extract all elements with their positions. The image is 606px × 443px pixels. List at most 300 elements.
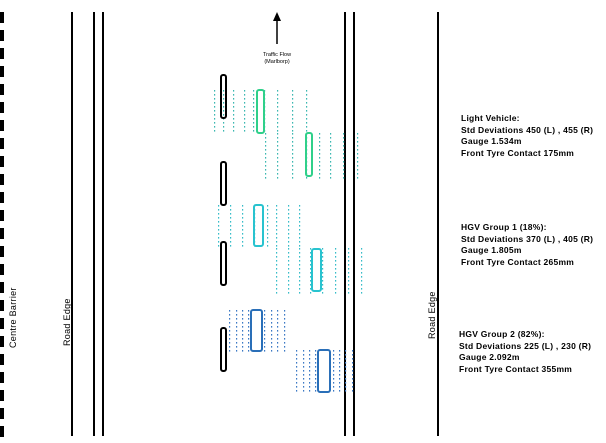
scatter-dot (361, 292, 362, 294)
scatter-dot (339, 354, 340, 356)
scatter-dot (309, 374, 310, 376)
scatter-dot (333, 358, 334, 360)
hgv1-info (461, 222, 593, 268)
scatter-dot (236, 310, 237, 312)
scatter-dot (271, 318, 272, 320)
scatter-dot (335, 288, 336, 290)
scatter-dot (277, 118, 278, 120)
scatter-dot (306, 102, 307, 104)
scatter-dot (322, 256, 323, 258)
scatter-dot (233, 90, 234, 92)
scatter-dot (214, 98, 215, 100)
scatter-dot (357, 173, 358, 175)
barrier-segment (0, 390, 4, 401)
scatter-dot (292, 157, 293, 159)
scatter-dot (277, 169, 278, 171)
scatter-dot (244, 106, 245, 108)
scatter-dot (223, 102, 224, 104)
scatter-dot (319, 161, 320, 163)
scatter-dot (299, 213, 300, 215)
scatter-dot (233, 118, 234, 120)
scatter-dot (343, 145, 344, 147)
scatter-dot (292, 173, 293, 175)
barrier-segment (0, 354, 4, 365)
scatter-dot (276, 205, 277, 207)
scatter-dot (357, 141, 358, 143)
scatter-dot (276, 264, 277, 266)
scatter-dot (319, 169, 320, 171)
scatter-dot (299, 229, 300, 231)
scatter-dot (299, 280, 300, 282)
scatter-dot (292, 110, 293, 112)
centre-barrier-hatch (0, 12, 4, 437)
scatter-dot (233, 94, 234, 96)
scatter-dot (265, 157, 266, 159)
scatter-dot (248, 350, 249, 352)
scatter-dot (339, 362, 340, 364)
scatter-dot (218, 241, 219, 243)
scatter-dot (253, 90, 254, 92)
scatter-dot (288, 268, 289, 270)
light-vehicle-title: Light Vehicle: (461, 113, 520, 123)
scatter-dot (303, 378, 304, 380)
scatter-dot (242, 346, 243, 348)
scatter-dot (309, 390, 310, 392)
scatter-dot (229, 346, 230, 348)
scatter-dot (288, 209, 289, 211)
scatter-dot (242, 342, 243, 344)
scatter-dot (288, 256, 289, 258)
scatter-dot (292, 98, 293, 100)
scatter-dot (357, 177, 358, 179)
scatter-dot (277, 130, 278, 132)
scatter-dot (335, 272, 336, 274)
scatter-dot (277, 157, 278, 159)
scatter-dot (253, 94, 254, 96)
scatter-dot (361, 248, 362, 250)
scatter-dot (335, 264, 336, 266)
scatter-dot (335, 284, 336, 286)
scatter-dot (248, 346, 249, 348)
scatter-dot (352, 386, 353, 388)
scatter-dot (296, 382, 297, 384)
scatter-dot (357, 137, 358, 139)
scatter-dot (276, 217, 277, 219)
scatter-dot (223, 126, 224, 128)
scatter-dot (267, 209, 268, 211)
scatter-dot (223, 114, 224, 116)
scatter-dot (264, 338, 265, 340)
road-edge-label-right: Road Edge (427, 291, 437, 339)
scatter-dot (229, 326, 230, 328)
scatter-dot (229, 322, 230, 324)
scatter-dot (277, 94, 278, 96)
scatter-dot (339, 358, 340, 360)
barrier-segment (0, 264, 4, 275)
scatter-dot (233, 126, 234, 128)
scatter-dot (343, 169, 344, 171)
scatter-dot (284, 338, 285, 340)
scatter-dot (276, 233, 277, 235)
scatter-dot (242, 205, 243, 207)
scatter-dot (345, 350, 346, 352)
scatter-dot (296, 378, 297, 380)
scatter-dot (229, 334, 230, 336)
scatter-dot (333, 354, 334, 356)
scatter-dot (277, 145, 278, 147)
scatter-dot (292, 106, 293, 108)
scatter-dot (248, 310, 249, 312)
scatter-dot (322, 284, 323, 286)
scatter-dot (303, 358, 304, 360)
scatter-dot (277, 165, 278, 167)
scatter-dot (218, 225, 219, 227)
scatter-dot (322, 260, 323, 262)
scatter-dot (233, 130, 234, 132)
scatter-dot (292, 133, 293, 135)
scatter-dot (306, 122, 307, 124)
scatter-dot (319, 149, 320, 151)
scatter-dot (309, 354, 310, 356)
scatter-dot (292, 130, 293, 132)
scatter-dot (264, 346, 265, 348)
scatter-dot (292, 90, 293, 92)
scatter-dot (306, 94, 307, 96)
scatter-dot (319, 141, 320, 143)
scatter-dot (306, 130, 307, 132)
scatter-dot (242, 233, 243, 235)
scatter-dot (284, 310, 285, 312)
scatter-dot (265, 137, 266, 139)
barrier-segment (0, 336, 4, 347)
scatter-dot (267, 229, 268, 231)
scatter-dot (322, 276, 323, 278)
scatter-dot (267, 213, 268, 215)
scatter-dot (343, 173, 344, 175)
scatter-dot (352, 362, 353, 364)
scatter-dot (288, 213, 289, 215)
scatter-dot (330, 177, 331, 179)
scatter-dot (265, 165, 266, 167)
scatter-dot (276, 284, 277, 286)
scatter-dot (361, 252, 362, 254)
scatter-dot (303, 366, 304, 368)
scatter-dot (309, 350, 310, 352)
scatter-dot (253, 98, 254, 100)
scatter-dot (315, 358, 316, 360)
scatter-dot (271, 350, 272, 352)
scatter-dot (242, 237, 243, 239)
barrier-segment (0, 210, 4, 221)
scatter-dot (265, 145, 266, 147)
scatter-dot (299, 272, 300, 274)
hgv2-title: HGV Group 2 (82%): (459, 329, 545, 339)
scatter-dot (233, 102, 234, 104)
scatter-dot (276, 256, 277, 258)
scatter-dot (309, 370, 310, 372)
scatter-dot (361, 260, 362, 262)
scatter-dot (345, 366, 346, 368)
light-tyre-contact (257, 90, 264, 133)
scatter-dot (276, 209, 277, 211)
scatter-dot (315, 350, 316, 352)
scatter-dot (330, 161, 331, 163)
scatter-dot (292, 94, 293, 96)
scatter-dot (214, 114, 215, 116)
scatter-dot (230, 217, 231, 219)
scatter-dot (352, 382, 353, 384)
scatter-dot (299, 276, 300, 278)
barrier-segment (0, 66, 4, 77)
scatter-dot (264, 314, 265, 316)
scatter-dot (352, 350, 353, 352)
scatter-dot (230, 241, 231, 243)
barrier-segment (0, 228, 4, 239)
barrier-segment (0, 318, 4, 329)
scatter-dot (330, 145, 331, 147)
scatter-dot (348, 284, 349, 286)
scatter-dot (214, 122, 215, 124)
light-tyre-contact (306, 133, 312, 176)
scatter-dot (333, 382, 334, 384)
scatter-dot (277, 149, 278, 151)
scatter-dot (218, 229, 219, 231)
scatter-dot (248, 314, 249, 316)
scatter-dot (242, 241, 243, 243)
scatter-dot (271, 334, 272, 336)
centre-barrier-label: Centre Barrier (8, 287, 18, 348)
scatter-dot (333, 366, 334, 368)
scatter-dot (303, 374, 304, 376)
scatter-dot (267, 225, 268, 227)
scatter-dot (267, 205, 268, 207)
scatter-dot (284, 326, 285, 328)
scatter-dot (248, 338, 249, 340)
scatter-dot (244, 102, 245, 104)
scatter-dot (348, 280, 349, 282)
scatter-dot (288, 245, 289, 247)
scatter-dot (267, 241, 268, 243)
scatter-dot (322, 248, 323, 250)
scatter-dot (271, 342, 272, 344)
scatter-dot (352, 366, 353, 368)
scatter-dot (277, 102, 278, 104)
scatter-dot (223, 130, 224, 132)
scatter-dot (306, 177, 307, 179)
barrier-segment (0, 30, 4, 41)
scatter-dot (223, 98, 224, 100)
scatter-dot (214, 106, 215, 108)
barrier-segment (0, 138, 4, 149)
scatter-dot (352, 354, 353, 356)
scatter-dot (339, 350, 340, 352)
light-vehicle-gauge: Gauge 1.534m (461, 136, 522, 146)
scatter-dot (348, 292, 349, 294)
scatter-dot (244, 90, 245, 92)
scatter-dot (276, 288, 277, 290)
scatter-dot (330, 169, 331, 171)
scatter-dot (299, 241, 300, 243)
barrier-segment (0, 300, 4, 311)
scatter-dot (214, 130, 215, 132)
scatter-dot (352, 390, 353, 392)
scatter-dot (322, 288, 323, 290)
scatter-dot (218, 233, 219, 235)
scatter-dot (233, 122, 234, 124)
scatter-dot (277, 314, 278, 316)
scatter-dot (267, 217, 268, 219)
scatter-dot (284, 318, 285, 320)
scatter-dot (292, 149, 293, 151)
scatter-dot (309, 362, 310, 364)
scatter-dot (288, 241, 289, 243)
scatter-dot (277, 173, 278, 175)
scatter-dot (264, 330, 265, 332)
scatter-dot (236, 326, 237, 328)
scatter-dot (242, 310, 243, 312)
scatter-dot (233, 106, 234, 108)
scatter-dot (299, 264, 300, 266)
traffic-flow-label (247, 52, 307, 66)
scatter-dot (348, 252, 349, 254)
scatter-dot (229, 310, 230, 312)
scatter-dot (357, 157, 358, 159)
scatter-dot (303, 386, 304, 388)
scatter-dot (315, 354, 316, 356)
scatter-dot (218, 217, 219, 219)
hgv1-tyre-contact (312, 249, 321, 291)
scatter-dot (267, 237, 268, 239)
scatter-dot (348, 272, 349, 274)
scatter-dot (352, 378, 353, 380)
scatter-dot (299, 288, 300, 290)
barrier-segment (0, 156, 4, 167)
scatter-dot (288, 233, 289, 235)
scatter-dot (296, 354, 297, 356)
scatter-dot (335, 252, 336, 254)
scatter-dot (264, 350, 265, 352)
scatter-dot (236, 342, 237, 344)
scatter-dot (277, 338, 278, 340)
scatter-dot (345, 354, 346, 356)
scatter-dot (309, 358, 310, 360)
scatter-dot (348, 276, 349, 278)
scatter-dot (343, 157, 344, 159)
scatter-dot (244, 130, 245, 132)
scatter-dot (236, 346, 237, 348)
scatter-dot (276, 225, 277, 227)
scatter-dot (236, 334, 237, 336)
scatter-dot (339, 382, 340, 384)
traffic-flow-line2: (Marlborp) (264, 59, 290, 65)
scatter-dot (303, 370, 304, 372)
scatter-dot (276, 276, 277, 278)
traffic-flow-arrow-icon (273, 12, 281, 44)
scatter-dot (296, 370, 297, 372)
scatter-dot (276, 237, 277, 239)
scatter-dot (345, 386, 346, 388)
scatter-dot (333, 374, 334, 376)
barrier-segment (0, 12, 4, 23)
scatter-dot (276, 221, 277, 223)
scatter-dot (319, 145, 320, 147)
scatter-dot (277, 310, 278, 312)
scatter-dot (242, 318, 243, 320)
road-edge-label-left: Road Edge (62, 298, 72, 346)
scatter-dot (348, 268, 349, 270)
scatter-dot (343, 149, 344, 151)
scatter-dot (352, 358, 353, 360)
scatter-dot (277, 126, 278, 128)
scatter-dot (330, 149, 331, 151)
scatter-dot (242, 245, 243, 247)
scatter-dot (345, 378, 346, 380)
scatter-dot (267, 245, 268, 247)
scatter-dot (271, 326, 272, 328)
left-tyre-contact (221, 242, 226, 285)
scatter-dot (230, 213, 231, 215)
scatter-dot (357, 169, 358, 171)
scatter-dot (229, 330, 230, 332)
scatter-dot (233, 110, 234, 112)
scatter-dot (242, 225, 243, 227)
traffic-flow-line1: Traffic Flow (262, 52, 292, 58)
scatter-dot (296, 374, 297, 376)
scatter-dot (339, 374, 340, 376)
scatter-dot (361, 284, 362, 286)
scatter-dot (315, 362, 316, 364)
scatter-dot (288, 288, 289, 290)
scatter-dot (288, 221, 289, 223)
scatter-dot (214, 110, 215, 112)
scatter-dot (348, 288, 349, 290)
scatter-dot (267, 233, 268, 235)
scatter-dot (253, 110, 254, 112)
barrier-segment (0, 120, 4, 131)
barrier-segment (0, 48, 4, 59)
scatter-dot (253, 130, 254, 132)
scatter-dot (288, 280, 289, 282)
hgv2-std-dev: Std Deviations 225 (L) , 230 (R) (459, 340, 592, 351)
scatter-dot (330, 133, 331, 135)
hgv1-gauge: Gauge 1.805m (461, 245, 522, 255)
scatter-dot (223, 110, 224, 112)
scatter-dot (248, 330, 249, 332)
scatter-dot (343, 141, 344, 143)
scatter-dot (322, 292, 323, 294)
hgv1-title: HGV Group 1 (18%): (461, 222, 547, 232)
scatter-dot (288, 237, 289, 239)
scatter-dot (276, 292, 277, 294)
scatter-dot (242, 221, 243, 223)
scatter-dot (333, 362, 334, 364)
scatter-dot (299, 205, 300, 207)
scatter-dot (303, 350, 304, 352)
scatter-dot (277, 137, 278, 139)
barrier-segment (0, 174, 4, 185)
scatter-dot (322, 252, 323, 254)
scatter-dot (330, 157, 331, 159)
scatter-dot (361, 288, 362, 290)
scatter-dot (244, 94, 245, 96)
scatter-dot (284, 314, 285, 316)
scatter-dot (306, 114, 307, 116)
scatter-dot (292, 169, 293, 171)
scatter-dot (292, 141, 293, 143)
scatter-dot (244, 110, 245, 112)
scatter-dot (288, 248, 289, 250)
scatter-dot (345, 382, 346, 384)
